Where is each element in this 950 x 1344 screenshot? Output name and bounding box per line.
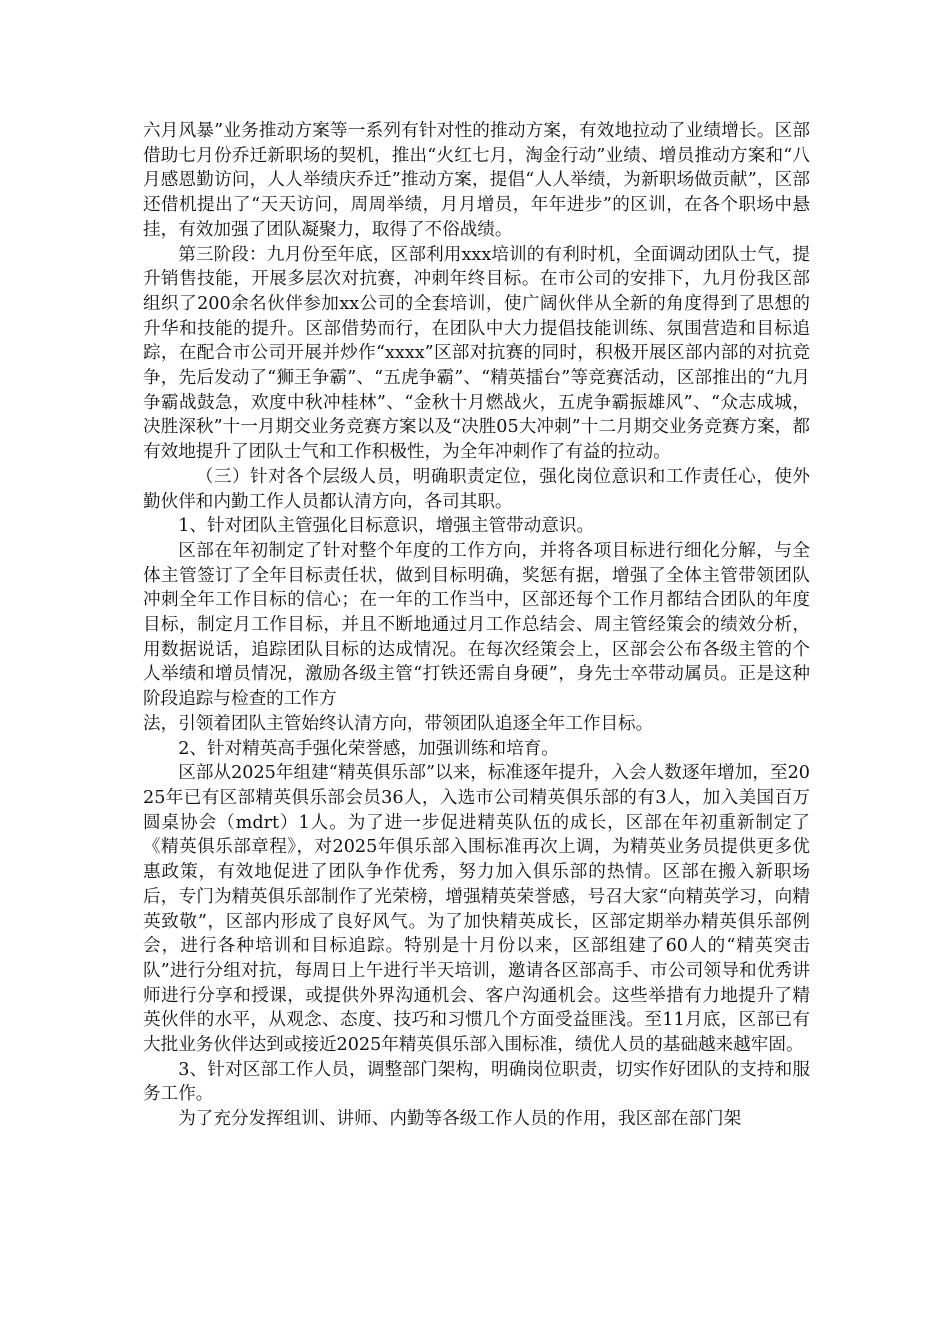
paragraph-stage-three: 第三阶段：九月份至年底，区部利用xxx培训的有利时机，全面调动团队士气，提升销售技能，开展多层次对抗赛，冲刺年终目标。在市公司的安排下，九月份我区部组织了200余名伙伴参加xx公司的全套培训，使广阔伙伴从全新的角度得到了思想的升华和技能的提升。区部借势而行，在团队中大力提倡技能训练、氛围营造和目标追踪，在配合市公司开展并炒作“xxxx”区部对抗赛的同时，积极开展区部内部的对抗竞争，先后发动了“狮王争霸”、“五虎争霸”、“精英擂台”等竞赛活动，区部推出的“九月争霸战鼓急，欢度中秋冲桂林”、“金秋十月燃战火，五虎争霸振雄风”、“众志成城，决胜深秋”十一月期交业务竞赛方案以及“决胜05大冲刺”十二月期交业务竞赛方案，都有效地提升了团队士气和工作积极性，为全年冲刺作了有益的拉动。 [143, 244, 810, 463]
subheading-office-staff: 3、针对区部工作人员，调整部门架构，明确岗位职责，切实作好团队的支持和服务工作。 [143, 1059, 810, 1105]
paragraph-annual-goals: 区部在年初制定了针对整个年度的工作方向，并将各项目标进行细化分解，与全体主管签订了全年目标责任状，做到目标明确，奖惩有据，增强了全体主管带领团队冲刺全年工作目标的信心；在一年的工作当中，区部还每个工作月都结合团队的年度目标，制定月工作目标，并且不断地通过月工作总结会、周主管经策会的绩效分析，用数据说话，追踪团队目标的达成情况。在每次经策会上，区部会公布各级主管的个人举绩和增员情况，激励各级主管“打铁还需自身硬”，身先士卒带动属员。正是这种阶段追踪与检查的工作方 [143, 540, 810, 710]
paragraph-elite-club: 区部从2025年组建“精英俱乐部”以来，标准逐年提升，入会人数逐年增加，至2025年已有区部精英俱乐部会员36人，入选市公司精英俱乐部的有3人，加入美国百万圆桌协会（mdrt）1人。为了进一步促进精英队伍的成长，区部在年初重新制定了《精英俱乐部章程》，对2025年俱乐部入围标准再次上调，为精英业务员提供更多优惠政策，有效地促进了团队争作优秀，努力加入俱乐部的热情。区部在搬入新职场后，专门为精英俱乐部制作了光荣榜，增强精英荣誉感，号召大家“向精英学习，向精英致敬”，区部内形成了良好风气。为了加快精英成长，区部定期举办精英俱乐部例会，进行各种培训和目标追踪。特别是十月份以来，区部组建了60人的“精英突击队”进行分组对抗，每周日上午进行半天培训，邀请各区部高手、市公司领导和优秀讲师进行分享和授课，或提供外界沟通机会、客户沟通机会。这些举措有力地提升了精英伙伴的水平，从观念、态度、技巧和习惯几个方面受益匪浅。至11月底，区部已有大批业务伙伴达到或接近2025年精英俱乐部入围标准，绩优人员的基础越来越牢固。 [143, 763, 810, 1056]
paragraph-method-continuation: 法，引领着团队主管始终认清方向，带领团队追逐全年工作目标。 [143, 713, 654, 734]
paragraph-staff-roles: 为了充分发挥组训、讲师、内勤等各级工作人员的作用，我区部在部门架 [178, 1109, 742, 1130]
document-body [143, 119, 810, 1132]
paragraph-june-campaign: 六月风暴”业务推动方案等一系列有针对性的推动方案，有效地拉动了业绩增长。区部借助七月份乔迁新职场的契机，推出“火红七月，淘金行动”业绩、增员推动方案和“八月感恩勤访问，人人举绩庆乔迁”推动方案，提倡“人人举绩，为新职场做贡献”，区部还借机提出了“天天访问，周周举绩，月月增员，年年进步”的区训，在各个职场中悬挂，有效加强了团队凝聚力，取得了不俗战绩。 [143, 121, 810, 240]
subheading-elite-members: 2、针对精英高手强化荣誉感，加强训练和培育。 [178, 738, 559, 759]
subheading-team-supervisors: 1、针对团队主管强化目标意识，增强主管带动意识。 [178, 516, 595, 537]
section-heading-three: （三）针对各个层级人员，明确职责定位，强化岗位意识和工作责任心，使外勤伙伴和内勤工作人员都认清方向，各司其职。 [143, 466, 810, 512]
